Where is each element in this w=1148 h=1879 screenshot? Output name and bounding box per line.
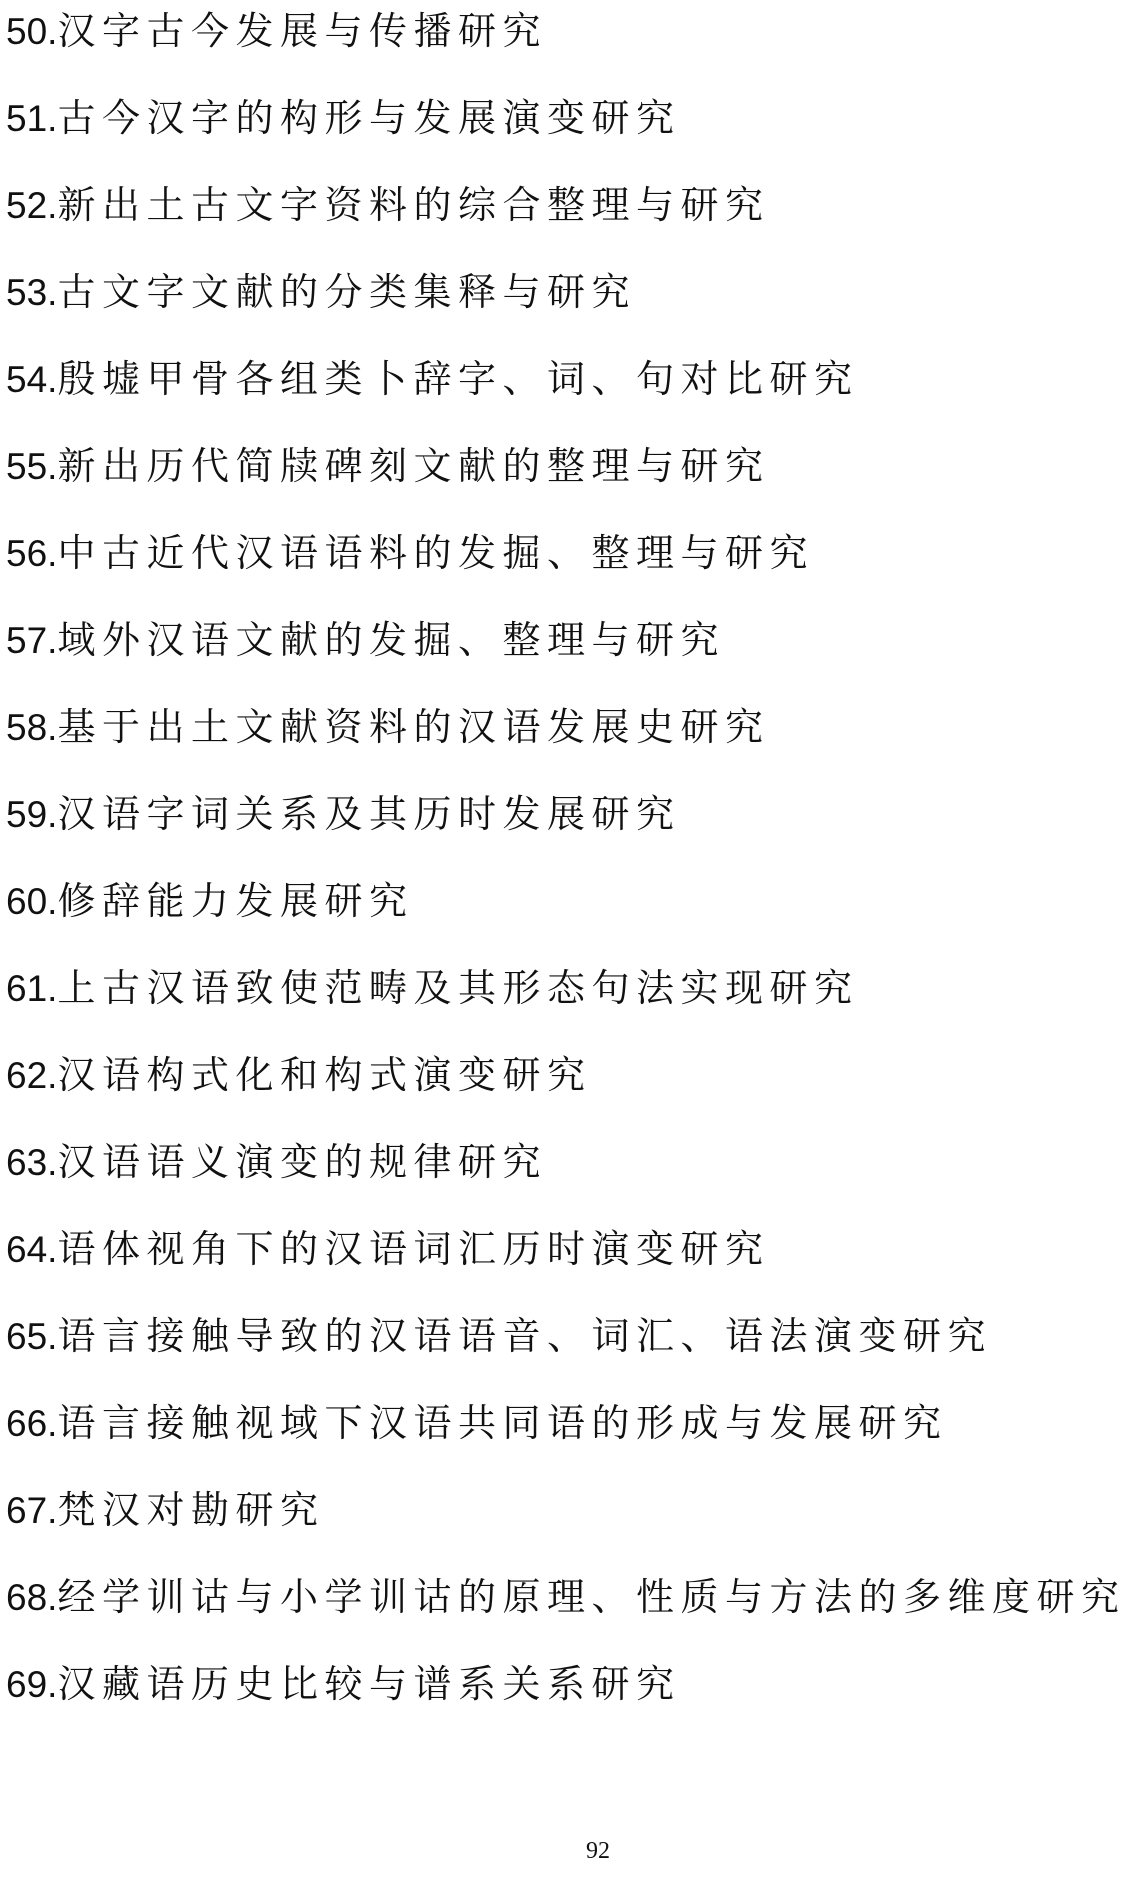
list-item <box>6 174 1146 261</box>
list-item <box>6 1131 1146 1218</box>
list-item <box>6 1305 1146 1392</box>
item-text: 基于出土文献资料的汉语发展史研究 <box>57 705 770 749</box>
list-item <box>6 1479 1146 1566</box>
list-item <box>6 522 1146 609</box>
item-text: 古今汉字的构形与发展演变研究 <box>57 96 681 140</box>
item-text: 汉语字词关系及其历时发展研究 <box>57 792 681 836</box>
item-number: 69. <box>6 1664 58 1705</box>
item-number: 67. <box>6 1490 58 1531</box>
item-text: 语言接触视域下汉语共同语的形成与发展研究 <box>57 1401 948 1445</box>
item-text: 语言接触导致的汉语语音、词汇、语法演变研究 <box>57 1314 992 1358</box>
item-number: 68. <box>6 1577 58 1618</box>
list-item <box>6 0 1146 87</box>
item-text: 汉语语义演变的规律研究 <box>57 1140 547 1184</box>
item-text: 域外汉语文献的发掘、整理与研究 <box>57 618 725 662</box>
list-item <box>6 1653 1146 1740</box>
item-number: 52. <box>6 185 58 226</box>
list-item <box>6 696 1146 783</box>
item-text: 梵汉对勘研究 <box>57 1488 325 1532</box>
list-item <box>6 609 1146 696</box>
item-number: 57. <box>6 620 58 661</box>
item-number: 53. <box>6 272 58 313</box>
item-text: 上古汉语致使范畴及其形态句法实现研究 <box>57 966 859 1010</box>
list-item <box>6 783 1146 870</box>
list-item <box>6 435 1146 522</box>
list-item <box>6 261 1146 348</box>
list-item <box>6 1044 1146 1131</box>
item-text: 经学训诂与小学训诂的原理、性质与方法的多维度研究 <box>57 1575 1126 1619</box>
item-text: 修辞能力发展研究 <box>57 879 414 923</box>
item-number: 64. <box>6 1229 58 1270</box>
item-text: 古文字文献的分类集释与研究 <box>57 270 636 314</box>
item-number: 55. <box>6 446 58 487</box>
list-item <box>6 1566 1146 1653</box>
item-text: 殷墟甲骨各组类卜辞字、词、句对比研究 <box>57 357 859 401</box>
list-item <box>6 1392 1146 1479</box>
item-number: 56. <box>6 533 58 574</box>
item-text: 语体视角下的汉语词汇历时演变研究 <box>57 1227 770 1271</box>
item-number: 63. <box>6 1142 58 1183</box>
item-number: 62. <box>6 1055 58 1096</box>
item-text: 中古近代汉语语料的发掘、整理与研究 <box>57 531 814 575</box>
list-item <box>6 87 1146 174</box>
page-number: 92 <box>586 1838 610 1864</box>
item-number: 66. <box>6 1403 58 1444</box>
item-number: 54. <box>6 359 58 400</box>
item-number: 50. <box>6 11 58 52</box>
item-number: 61. <box>6 968 58 1009</box>
item-text: 汉藏语历史比较与谱系关系研究 <box>57 1662 681 1706</box>
item-number: 59. <box>6 794 58 835</box>
item-text: 新出土古文字资料的综合整理与研究 <box>57 183 770 227</box>
item-text: 汉语构式化和构式演变研究 <box>57 1053 592 1097</box>
list-item <box>6 348 1146 435</box>
list-item <box>6 957 1146 1044</box>
item-number: 51. <box>6 98 58 139</box>
item-text: 新出历代简牍碑刻文献的整理与研究 <box>57 444 770 488</box>
item-number: 58. <box>6 707 58 748</box>
list-item <box>6 870 1146 957</box>
list-item <box>6 1218 1146 1305</box>
item-number: 60. <box>6 881 58 922</box>
item-text: 汉字古今发展与传播研究 <box>57 9 547 53</box>
item-number: 65. <box>6 1316 58 1357</box>
topic-list <box>6 0 1146 1740</box>
